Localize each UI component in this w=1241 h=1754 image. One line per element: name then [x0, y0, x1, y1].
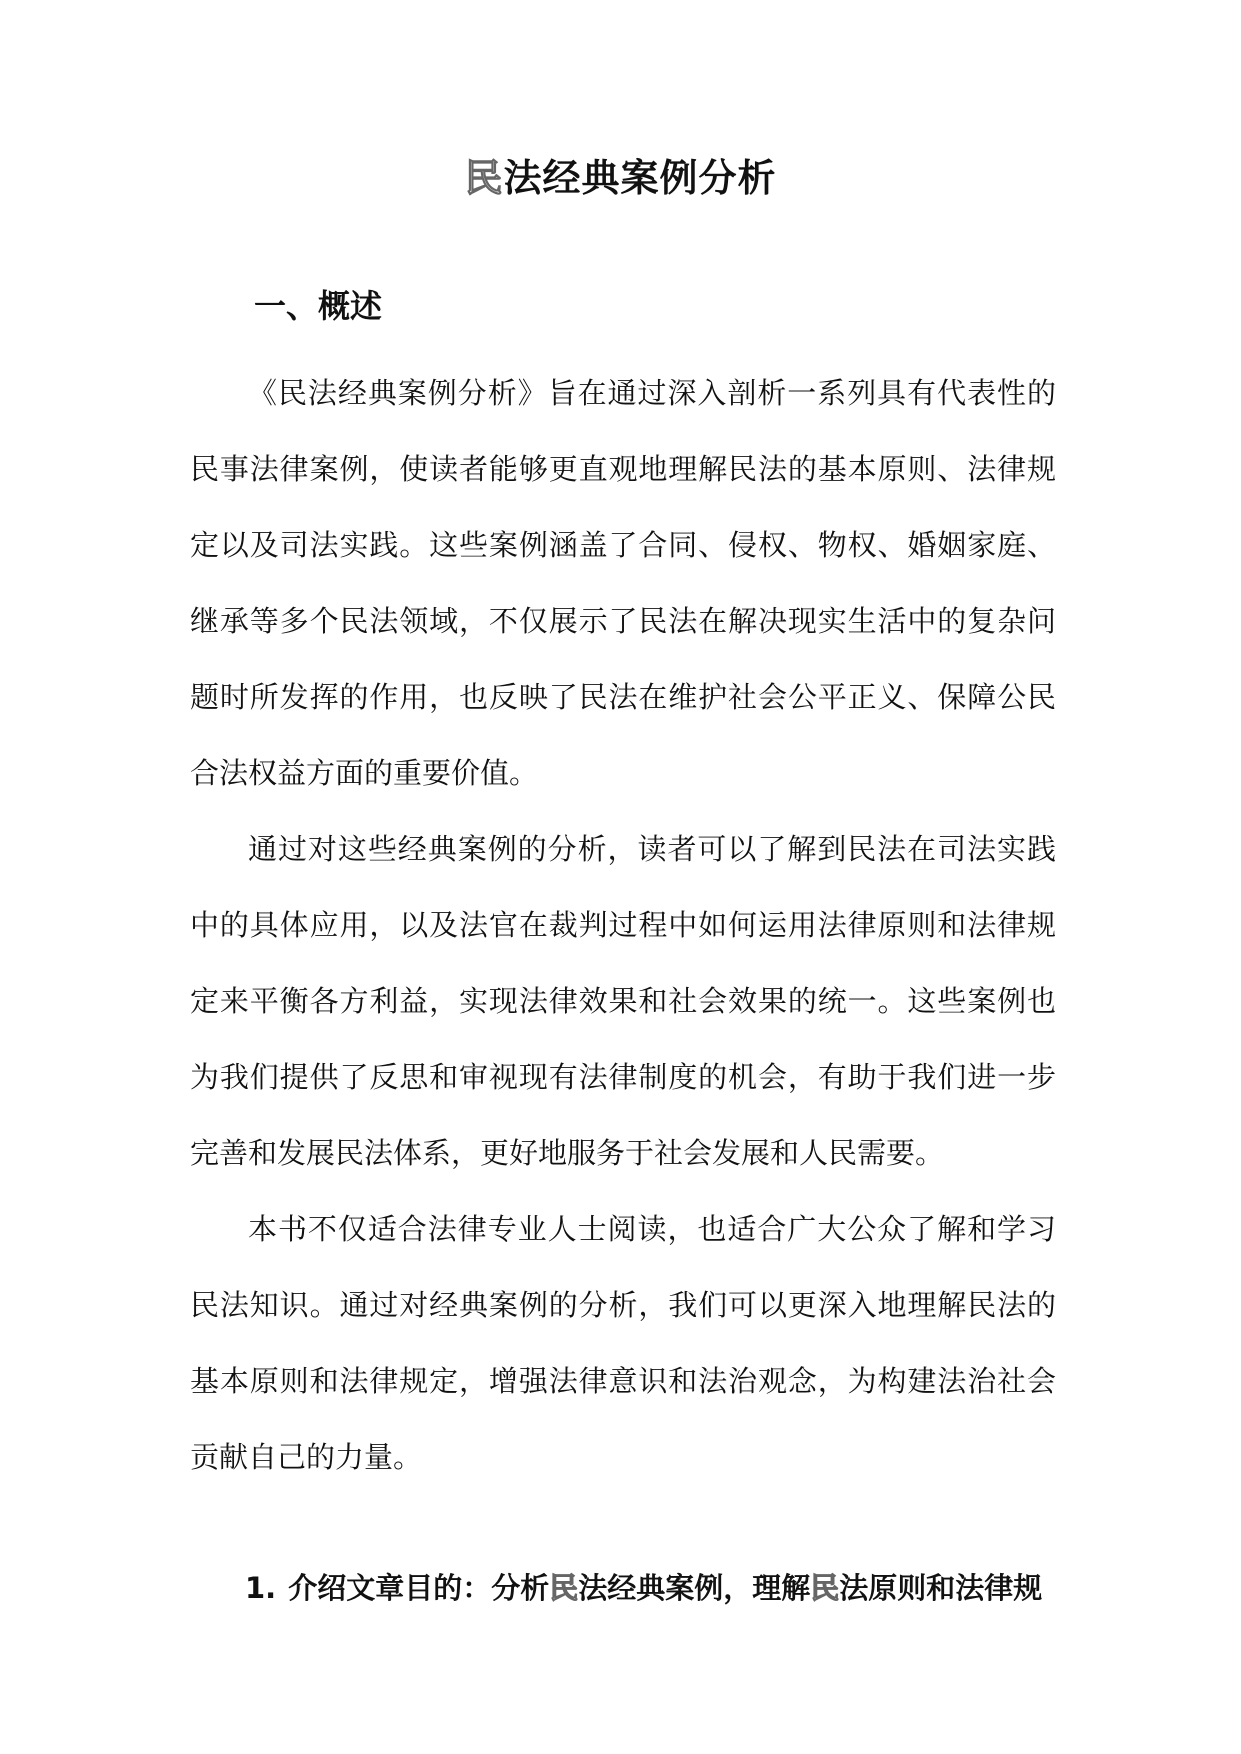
list-item-heading-1 — [245, 1564, 1065, 1612]
paragraph-2: 通过对这些经典案例的分析，读者可以了解到民法在司法实践中的具体应用，以及法官在裁判过程中如何运用法律原则和法律规定来平衡各方利益，实现法律效果和社会效果的统一。这些案例也为我们提供了反思和审视现有法律制度的机会，有助于我们进一步完善和发展民法体系，更好地服务于社会发展和人民需要。 — [190, 832, 1056, 1170]
paragraph-1: 《民法经典案例分析》旨在通过深入剖析一系列具有代表性的民事法律案例，使读者能够更直观地理解民法的基本原则、法律规定以及司法实践。这些案例涵盖了合同、侵权、物权、婚姻家庭、继承等多个民法领域，不仅展示了民法在解决现实生活中的复杂问题时所发挥的作用，也反映了民法在维护社会公平正义、保障公民合法权益方面的重要价值。 — [190, 376, 1056, 790]
list-item-number: 1. — [245, 1571, 277, 1605]
section-heading-overview: 一、概述 — [254, 287, 383, 325]
list-item-outlined-char-2: 民 — [810, 1571, 840, 1605]
list-item-text-part2: 法经典案例，理解 — [578, 1571, 811, 1605]
title-text: 法经典案例分析 — [503, 156, 777, 200]
list-item-text-part1: 介绍文章目的：分析 — [288, 1571, 550, 1605]
title-outlined-char: 民 — [464, 156, 504, 200]
document-title — [0, 150, 1241, 206]
paragraph-3: 本书不仅适合法律专业人士阅读，也适合广大公众了解和学习民法知识。通过对经典案例的分析，我们可以更深入地理解民法的基本原则和法律规定，增强法律意识和法治观念，为构建法治社会贡献自己的力量。 — [190, 1212, 1056, 1474]
list-item-outlined-char-1: 民 — [549, 1571, 579, 1605]
list-item-text-part3: 法原则和法律规 — [839, 1571, 1043, 1605]
